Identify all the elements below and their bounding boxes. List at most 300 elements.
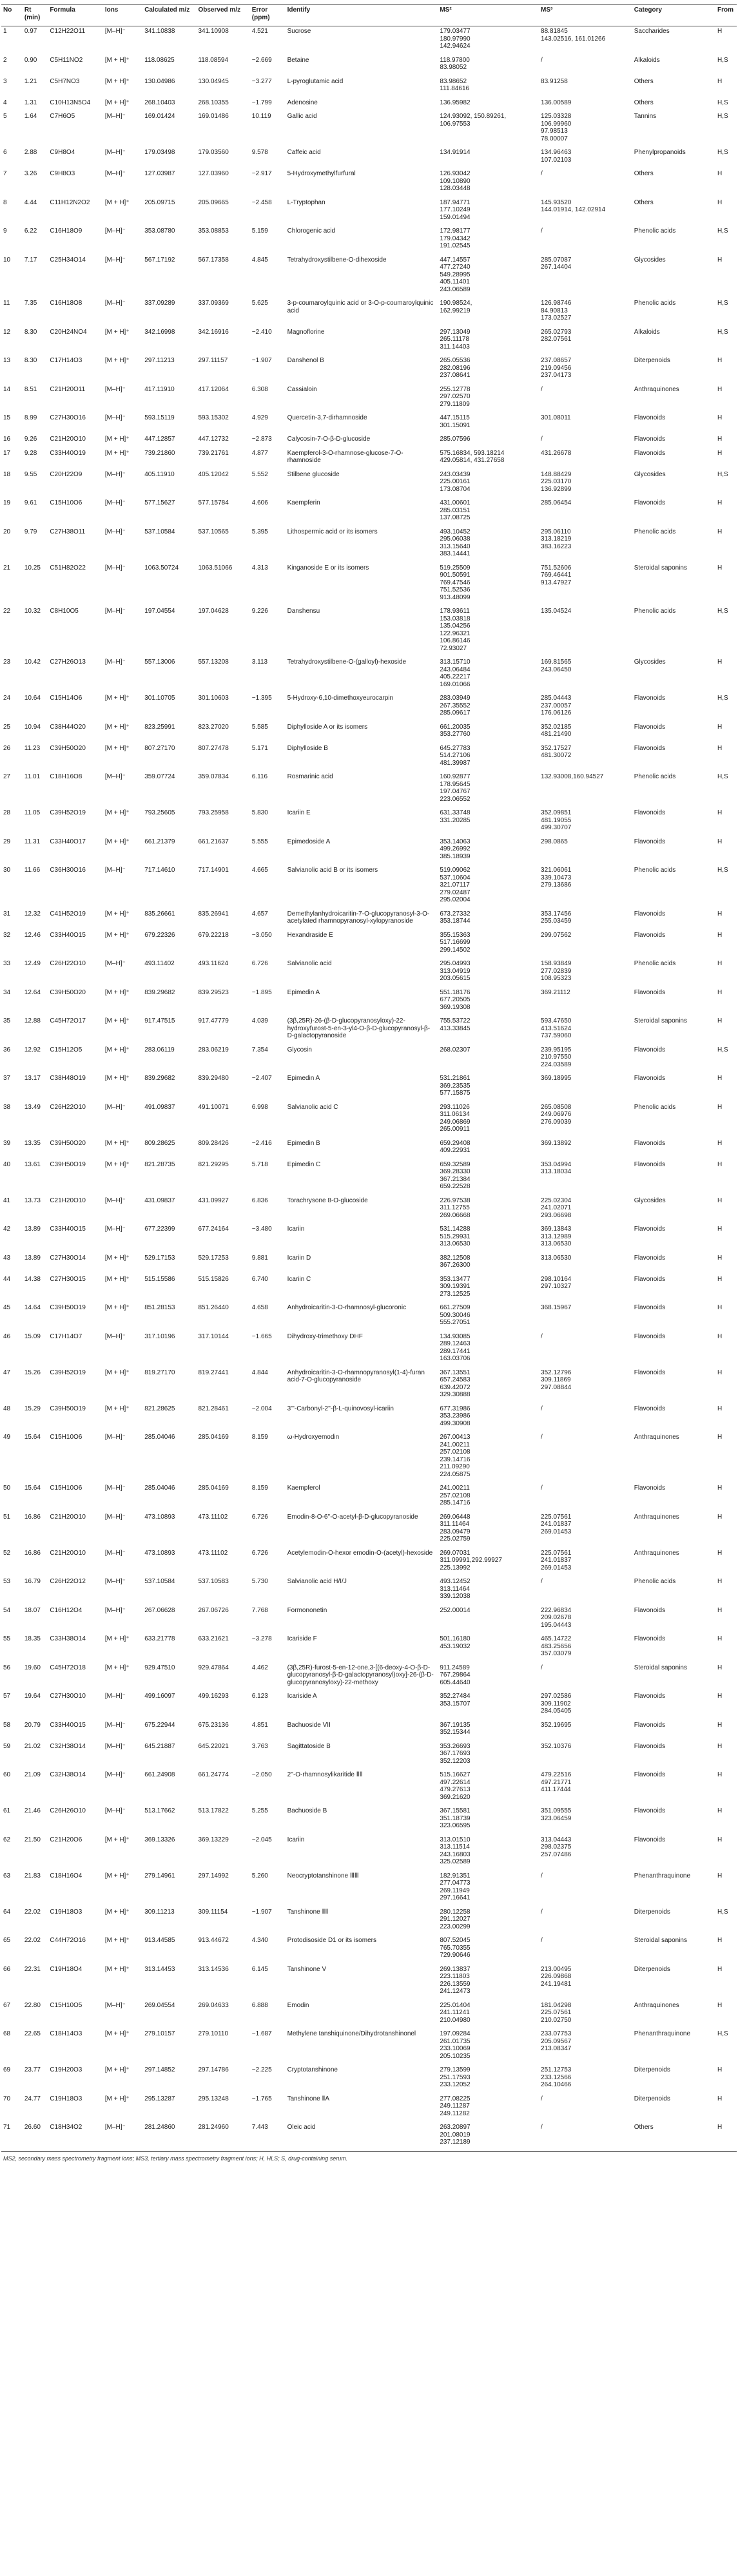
cell-category: Flavonoids (634, 1635, 666, 1642)
cell-rt: 1.31 (24, 99, 37, 106)
cell-calculated-mz: 493.11402 (144, 960, 175, 967)
cell-ms3: 237.08657 219.09456 237.04173 (541, 357, 572, 379)
cell-category: Flavonoids (634, 1405, 666, 1412)
cell-ms3: 225.07561 241.01837 269.01453 (541, 1513, 572, 1535)
cell-category: Anthraquinones (634, 1549, 679, 1557)
cell-from: H (717, 1160, 723, 1168)
col-header-ions: Ions (103, 5, 142, 26)
cell-calculated-mz: 515.15586 (144, 1275, 175, 1283)
cell-category: Others (634, 77, 654, 85)
cell-ions: [M–H]⁻ (104, 867, 126, 874)
cell-ms2: 118.97800 83.98052 (440, 56, 470, 71)
cell-calculated-mz: 917.47515 (144, 1017, 175, 1024)
cell-ms2: 283.03949 267.35552 285.09617 (440, 695, 471, 716)
table-row (1, 169, 737, 198)
cell-error: 5.585 (251, 723, 268, 731)
cell-error: 6.726 (251, 1513, 268, 1521)
cell-ions: [M + H]⁺ (104, 1836, 130, 1843)
cell-category: Flavonoids (634, 499, 666, 506)
cell-category: Alkaloids (634, 328, 660, 336)
cell-observed-mz: 567.17358 (198, 256, 229, 264)
cell-rt: 15.26 (24, 1369, 41, 1376)
cell-category: Phenolic acids (634, 608, 676, 615)
cell-identify: Oleic acid (286, 2122, 438, 2151)
cell-from: H (717, 988, 723, 996)
table-row (1, 385, 737, 414)
cell-category: Flavonoids (634, 1807, 666, 1814)
cell-ms2: 268.02307 (440, 1046, 471, 1053)
cell-formula: C20H24NO4 (50, 328, 87, 336)
cell-no: 16 (3, 436, 11, 443)
cell-error: 5.260 (251, 1872, 268, 1879)
cell-no: 12 (3, 328, 11, 336)
cell-ms3: / (541, 1332, 543, 1340)
cell-from: H,S (717, 328, 728, 336)
cell-rt: 11.05 (24, 809, 41, 816)
cell-category: Flavonoids (634, 436, 666, 443)
cell-no: 48 (3, 1405, 11, 1412)
cell-identify: (3β,25R)-26-(β-D-glucopyranosyloxy)-22-hydroxyfurost-5-en-3-yl4-O-β-D-glucopyranosyl-β-D-galactopyranoside (287, 1017, 431, 1039)
cell-formula: C39H50O20 (50, 1139, 86, 1147)
cell-identify: Acetylemodin-O-hexor emodin-O-(acetyl)-hexoside (287, 1549, 433, 1557)
cell-ions: [M–H]⁻ (104, 773, 126, 780)
cell-from: H (717, 28, 723, 35)
cell-observed-mz: 337.09369 (198, 300, 229, 307)
cell-observed-mz: 917.47779 (198, 1017, 229, 1024)
cell-identify: Formononetin (287, 1606, 327, 1614)
cell-ms2: 355.15363 517.16699 299.14502 (440, 931, 471, 954)
cell-no: 1 (3, 28, 7, 35)
cell-observed-mz: 675.23136 (198, 1721, 229, 1729)
cell-ions: [M–H]⁻ (104, 227, 126, 235)
table-row (1, 1016, 737, 1045)
cell-ions: [M–H]⁻ (104, 608, 126, 615)
cell-rt: 18.07 (24, 1606, 41, 1614)
cell-no: 66 (3, 1965, 11, 1973)
cell-from: H (717, 564, 723, 572)
cell-error: −1.665 (251, 1332, 272, 1340)
cell-calculated-mz: 835.26661 (144, 910, 175, 918)
cell-no: 57 (3, 1693, 11, 1700)
cell-rt: 21.09 (24, 1771, 41, 1778)
cell-rt: 10.64 (24, 695, 41, 702)
cell-error: 4.340 (251, 1937, 268, 1944)
table-row (1, 930, 737, 959)
cell-ions: [M–H]⁻ (104, 1771, 126, 1778)
cell-no: 46 (3, 1332, 11, 1340)
cell-ions: [M + H]⁺ (104, 695, 130, 702)
cell-observed-mz: 297.14786 (198, 2066, 229, 2073)
cell-calculated-mz: 279.14961 (144, 1872, 175, 1879)
cell-identify: Lithospermic acid or its isomers (287, 528, 378, 535)
cell-rt: 12.92 (24, 1046, 41, 1053)
cell-ions: [M–H]⁻ (104, 1742, 126, 1750)
cell-observed-mz: 491.10071 (198, 1103, 229, 1111)
cell-identify: Cryptotanshinone (287, 2066, 338, 2073)
cell-ms2: 126.93042 109.10890 128.03448 (440, 170, 471, 192)
cell-formula: C45H72O18 (50, 1664, 86, 1671)
cell-identify: Anhydroicaritin-3-O-rhamnosyl-glucoronic (287, 1304, 407, 1311)
cell-observed-mz: 179.03560 (198, 149, 229, 156)
cell-from: H (717, 809, 723, 816)
cell-ms2: 293.11026 311.06134 249.06869 265.00911 (440, 1103, 471, 1133)
cell-identify: Epimedin A (287, 988, 320, 996)
cell-error: −1.765 (251, 2095, 272, 2102)
table-row (1, 772, 737, 808)
cell-formula: C7H6O5 (50, 113, 75, 120)
cell-ms3: 297.02586 309.11902 284.05405 (541, 1693, 572, 1715)
cell-ms3: 369.21112 (541, 988, 570, 996)
cell-no: 25 (3, 723, 11, 731)
cell-ions: [M–H]⁻ (104, 256, 126, 264)
cell-observed-mz: 739.21761 (198, 449, 229, 457)
cell-rt: 22.65 (24, 2030, 41, 2037)
cell-no: 53 (3, 1578, 11, 1585)
cell-identify: L-Tryptophan (287, 198, 325, 206)
cell-ms3: 265.08508 249.06976 276.09039 (541, 1103, 572, 1126)
cell-rt: 13.49 (24, 1103, 41, 1111)
cell-observed-mz: 839.29523 (198, 988, 229, 996)
cell-error: 4.657 (251, 910, 268, 918)
cell-ms3: 265.02793 282.07561 (541, 328, 572, 343)
cell-rt: 21.02 (24, 1742, 41, 1750)
cell-error: 4.462 (251, 1664, 268, 1671)
cell-no: 67 (3, 2001, 11, 2009)
cell-formula: C11H12N2O2 (50, 198, 90, 206)
cell-ms2: 352.27484 353.15707 (440, 1693, 471, 1707)
cell-ions: [M + H]⁺ (104, 2030, 130, 2037)
cell-ions: [M + H]⁺ (104, 838, 130, 845)
cell-rt: 3.26 (24, 170, 37, 177)
table-row (1, 1606, 737, 1635)
cell-ms2: 160.92877 178.95645 197.04767 223.06552 (440, 773, 471, 803)
cell-category: Phenolic acids (634, 867, 676, 874)
cell-formula: C27H30O14 (50, 1254, 86, 1262)
cell-no: 41 (3, 1197, 11, 1204)
cell-from: H (717, 2001, 723, 2009)
cell-ms3: / (541, 227, 543, 235)
cell-category: Flavonoids (634, 1332, 666, 1340)
cell-error: 9.578 (251, 149, 268, 156)
cell-ms2: 226.97538 311.12755 269.06668 (440, 1197, 471, 1219)
cell-calculated-mz: 268.10403 (144, 99, 175, 106)
cell-ms2: 645.27783 514.27106 481.39987 (440, 744, 471, 767)
cell-from: H (717, 931, 723, 939)
cell-error: −1.687 (251, 2030, 272, 2037)
cell-category: Phenylpropanoids (634, 149, 686, 156)
cell-ms2: 659.32589 369.28330 367.21384 659.22528 (440, 1160, 471, 1190)
cell-identify: Kaempferol-3-O-rhamnose-glucose-7-O-rhamnoside (287, 449, 403, 464)
cell-ms3: 369.13892 (541, 1139, 572, 1147)
cell-ms2: 313.15710 243.06484 405.22217 169.01066 (440, 658, 471, 688)
cell-error: 7.768 (251, 1606, 268, 1614)
cell-ms3: / (541, 2095, 543, 2102)
cell-no: 11 (3, 300, 10, 307)
cell-ms3: 251.12753 233.12566 264.10466 (541, 2066, 572, 2088)
cell-category: Flavonoids (634, 1275, 666, 1283)
table-row (1, 148, 737, 169)
cell-ions: [M–H]⁻ (104, 470, 126, 478)
cell-ms2: 353.26693 367.17693 352.12203 (440, 1742, 471, 1765)
cell-calculated-mz: 557.13006 (144, 658, 175, 666)
cell-identify: Caffeic acid (287, 149, 321, 156)
cell-ms3: / (541, 1664, 543, 1671)
cell-error: 5.718 (251, 1160, 268, 1168)
cell-no: 39 (3, 1139, 11, 1147)
cell-category: Flavonoids (634, 1226, 666, 1233)
cell-rt: 26.60 (23, 2122, 48, 2151)
cell-ms2: 136.95982 (440, 99, 471, 106)
table-body (1, 26, 737, 2152)
cell-no: 23 (3, 658, 11, 666)
cell-ms3: 298.10164 297.10327 (541, 1275, 572, 1290)
cell-calculated-mz: 369.13326 (144, 1836, 175, 1843)
cell-calculated-mz: 679.22326 (144, 931, 175, 939)
cell-rt: 16.86 (24, 1549, 41, 1557)
cell-observed-mz: 473.11102 (198, 1549, 228, 1557)
cell-from: H,S (717, 56, 728, 64)
cell-rt: 8.51 (24, 385, 37, 393)
cell-calculated-mz: 267.06628 (144, 1606, 175, 1614)
cell-calculated-mz: 285.04046 (144, 1485, 175, 1492)
cell-ms3: 145.93520 144.01914, 142.02914 (541, 198, 606, 213)
cell-rt: 12.88 (24, 1017, 41, 1024)
cell-calculated-mz: 118.08625 (144, 56, 175, 64)
cell-ms2: 265.05536 282.08196 237.08641 (440, 357, 471, 379)
cell-ms3: 369.18995 (541, 1075, 572, 1082)
cell-ms3: 369.13843 313.12989 313.06530 (541, 1226, 572, 1247)
cell-error: −2.873 (251, 436, 272, 443)
cell-rt: 13.89 (24, 1254, 41, 1262)
cell-identify: Tanshinone V (287, 1965, 327, 1973)
cell-category: Steroidal saponins (634, 1664, 687, 1671)
cell-error: −2.004 (251, 1405, 272, 1412)
cell-calculated-mz: 1063.50724 (144, 564, 179, 572)
col-header-identify: Identify (286, 5, 438, 26)
cell-observed-mz: 269.04633 (198, 2001, 229, 2009)
cell-observed-mz: 823.27020 (198, 723, 229, 731)
cell-category: Flavonoids (634, 1836, 666, 1843)
cell-observed-mz: 317.10144 (198, 1332, 229, 1340)
cell-category: Phenolic acids (634, 960, 676, 967)
cell-ms3: 321.06061 339.10473 279.13686 (541, 867, 572, 889)
cell-ms2: 269.07031 311.09991,292.99927 225.13992 (440, 1549, 502, 1572)
cell-identify: Cassialoin (287, 385, 317, 393)
cell-no: 28 (3, 809, 11, 816)
cell-rt: 6.22 (24, 227, 37, 235)
cell-identify: Danshenol B (287, 357, 324, 364)
cell-error: 10.119 (251, 113, 271, 120)
cell-formula: C39H52O19 (50, 1369, 86, 1376)
cell-calculated-mz: 447.12857 (144, 436, 175, 443)
cell-observed-mz: 309.11154 (198, 1908, 228, 1916)
cell-ions: [M + H]⁺ (104, 1139, 130, 1147)
cell-from: H,S (717, 149, 728, 156)
cell-ions: [M–H]⁻ (104, 1549, 126, 1557)
cell-category: Anthraquinones (634, 2001, 679, 2009)
table-row (1, 470, 737, 499)
cell-category: Glycosides (634, 1197, 666, 1204)
cell-identify: Glycosin (287, 1046, 312, 1053)
cell-error: 4.039 (251, 1017, 268, 1024)
cell-ms2: 197.09284 261.01735 233.10069 205.10235 (440, 2030, 471, 2060)
cell-calculated-mz: 821.28735 (144, 1160, 175, 1168)
cell-formula: C39H50O19 (50, 1160, 86, 1168)
table-row (1, 448, 737, 470)
cell-rt: 1.64 (24, 113, 37, 120)
cell-formula: C25H34O14 (50, 256, 86, 264)
cell-ms2: 252.00014 (440, 1606, 471, 1614)
cell-formula: C51H82O22 (50, 564, 86, 572)
cell-formula: C17H14O3 (50, 357, 83, 364)
cell-observed-mz: 267.06726 (198, 1606, 229, 1614)
cell-from: H,S (717, 695, 728, 702)
cell-no: 2 (3, 56, 7, 64)
cell-formula: C39H50O19 (50, 1405, 86, 1412)
cell-rt: 16.86 (24, 1513, 41, 1521)
cell-error: 8.159 (251, 1485, 268, 1492)
cell-ms3: 298.0865 (541, 838, 568, 845)
cell-ms2: 172.98177 179.04342 191.02545 (440, 227, 471, 249)
cell-error: 4.844 (251, 1369, 268, 1376)
cell-ms2: 575.16834, 593.18214 429.05814, 431.27658 (440, 449, 505, 464)
cell-category: Flavonoids (634, 1369, 666, 1376)
cell-ions: [M + H]⁺ (104, 1046, 130, 1053)
cell-rt: 22.80 (24, 2001, 41, 2009)
cell-category: Flavonoids (634, 809, 666, 816)
cell-ms2: 269.06448 311.11464 283.09479 225.02759 (440, 1513, 471, 1543)
table-row (1, 77, 737, 98)
cell-from: H (717, 1872, 723, 1879)
cell-ions: [M + H]⁺ (104, 1872, 130, 1879)
cell-calculated-mz: 417.11910 (144, 385, 175, 393)
cell-calculated-mz: 279.10157 (144, 2030, 175, 2037)
cell-from: H (717, 1275, 723, 1283)
cell-calculated-mz: 537.10584 (144, 1578, 175, 1585)
cell-ions: [M–H]⁻ (104, 1578, 126, 1585)
cell-identify: Bachuoside VII (287, 1721, 331, 1729)
cell-from: H,S (717, 113, 728, 120)
cell-identify: Salvianolic acid C (287, 1103, 338, 1111)
cell-ms2: 519.09062 537.10604 321.07117 279.02487 295.02004 (440, 867, 471, 903)
cell-identify: Epimedin C (287, 1160, 321, 1168)
cell-rt: 7.17 (24, 256, 37, 264)
cell-observed-mz: 835.26941 (198, 910, 229, 918)
cell-no: 26 (3, 744, 11, 752)
cell-calculated-mz: 179.03498 (144, 149, 175, 156)
cell-calculated-mz: 359.07724 (144, 773, 175, 780)
cell-identify: Icariside F (287, 1635, 317, 1642)
table-row (1, 2029, 737, 2065)
cell-identify: Diphylloside A or its isomers (287, 723, 368, 731)
cell-identify: Icariin E (287, 809, 311, 816)
table-row (1, 837, 737, 866)
cell-ms3: / (541, 1872, 543, 1879)
cell-from: H (717, 414, 723, 421)
cell-error: −1.395 (251, 695, 272, 702)
cell-observed-mz: 283.06219 (198, 1046, 229, 1053)
cell-ions: [M–H]⁻ (104, 113, 126, 120)
cell-from: H,S (717, 2030, 728, 2037)
cell-no: 34 (3, 988, 11, 996)
cell-error: 5.255 (251, 1807, 268, 1814)
cell-observed-mz: 285.04169 (198, 1485, 229, 1492)
cell-from: H (717, 1226, 723, 1233)
cell-calculated-mz: 197.04554 (144, 608, 175, 615)
cell-ms3: 368.15967 (541, 1304, 572, 1311)
table-row (1, 909, 737, 930)
cell-formula: C18H14O3 (50, 2030, 83, 2037)
cell-ions: [M + H]⁺ (104, 436, 130, 443)
cell-from: H (717, 658, 723, 666)
cell-ms3: 351.09555 323.06459 (541, 1807, 572, 1822)
cell-formula: C20H22O9 (50, 470, 83, 478)
cell-category: Phenolic acids (634, 227, 676, 235)
table-row (1, 1045, 737, 1074)
cell-ms3: 751.52606 769.46441 913.47927 (541, 564, 572, 586)
cell-calculated-mz: 499.16097 (144, 1693, 175, 1700)
cell-ions: [M + H]⁺ (104, 1275, 130, 1283)
cell-ions: [M + H]⁺ (104, 1304, 130, 1311)
cell-error: 6.145 (251, 1965, 268, 1973)
table-row (1, 1196, 737, 1225)
cell-calculated-mz: 929.47510 (144, 1664, 175, 1671)
table-header-row (1, 5, 737, 26)
cell-from: H (717, 1405, 723, 1412)
table-row (1, 693, 737, 722)
cell-no: 6 (3, 149, 7, 156)
cell-ms3: / (539, 2122, 632, 2151)
cell-ions: [M + H]⁺ (104, 1664, 130, 1671)
table-row (1, 1512, 737, 1548)
cell-from: H,S (717, 99, 728, 106)
cell-category: Flavonoids (634, 1693, 666, 1700)
cell-observed-mz: 499.16293 (198, 1693, 229, 1700)
cell-ms3: 313.06530 (541, 1254, 572, 1262)
cell-from: H (717, 1578, 723, 1585)
cell-from: H (717, 1075, 723, 1082)
cell-rt: 13.73 (24, 1197, 41, 1204)
cell-rt: 13.89 (24, 1226, 41, 1233)
cell-ions: [M–H]⁻ (104, 1721, 126, 1729)
cell-rt: 2.88 (24, 149, 37, 156)
cell-ms3: 431.26678 (541, 449, 572, 457)
cell-no: 13 (3, 357, 11, 364)
table-row (1, 1720, 737, 1742)
cell-ms2: 447.14557 477.27240 549.28995 405.11401 243.06589 (440, 256, 471, 293)
cell-error: 4.606 (251, 499, 268, 506)
cell-observed-mz: 341.10908 (198, 28, 229, 35)
cell-formula: C33H40O17 (50, 838, 86, 845)
cell-from: H (717, 744, 723, 752)
table-row (1, 959, 737, 988)
cell-error: −3.480 (251, 1226, 272, 1233)
cell-no: 5 (3, 113, 7, 120)
cell-rt: 13.61 (24, 1160, 41, 1168)
cell-identify: Emodin-8-O-6''-O-acetyl-β-D-glucopyranoside (287, 1513, 418, 1521)
cell-calculated-mz: 513.17662 (144, 1807, 175, 1814)
col-header-error: Error (ppm) (250, 5, 286, 26)
cell-identify: Salvianolic acid H/I/J (287, 1578, 347, 1585)
cell-no: 50 (3, 1485, 11, 1492)
cell-from: H (717, 77, 723, 85)
cell-ions: [M–H]⁻ (104, 1485, 126, 1492)
cell-ions: [M + H]⁺ (104, 931, 130, 939)
table-row (1, 98, 737, 112)
cell-observed-mz: 417.12064 (198, 385, 229, 393)
cell-rt: 20.79 (24, 1721, 41, 1729)
table-row (1, 1224, 737, 1253)
